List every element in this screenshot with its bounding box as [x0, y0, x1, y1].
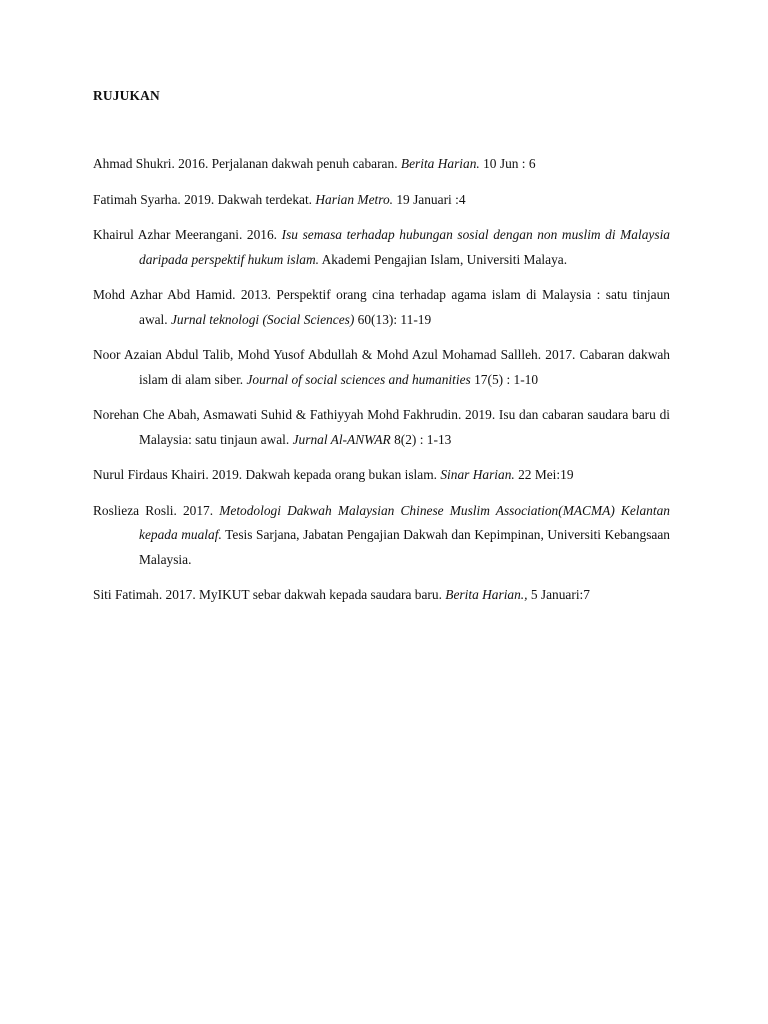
reference-item [93, 223, 670, 272]
reference-source: Jurnal teknologi (Social Sciences) [170, 311, 355, 327]
reference-details: 19 Januari :4 [393, 191, 466, 207]
reference-text: Norehan Che Abah, Asmawati Suhid & Fathiyyah Mohd Fakhrudin. 2019. Isu dan cabaran saudara baru di Malaysia: satu tinjaun awal. [93, 407, 670, 447]
reference-text: Noor Azaian Abdul Talib, Mohd Yusof Abdullah & Mohd Azul Mohamad Sallleh. 2017. Cabaran dakwah islam di alam siber. [93, 347, 670, 387]
reference-list [93, 152, 670, 619]
reference-item [93, 583, 670, 608]
reference-source: Isu semasa terhadap hubungan sosial dengan non muslim di Malaysia daripada perspektif hukum islam. [139, 227, 670, 267]
reference-text: Mohd Azhar Abd Hamid. 2013. Perspektif orang cina terhadap agama islam di Malaysia : satu tinjaun awal. [93, 287, 670, 327]
reference-source: Jurnal Al-ANWAR [292, 431, 391, 447]
reference-item [93, 188, 670, 213]
reference-details: 5 Januari:7 [527, 587, 590, 602]
reference-source: Metodologi Dakwah Malaysian Chinese Muslim Association(MACMA) Kelantan kepada mualaf. [139, 502, 670, 542]
reference-text: Siti Fatimah. 2017. MyIKUT sebar dakwah kepada saudara baru. [93, 587, 446, 602]
reference-text: Nurul Firdaus Khairi. 2019. Dakwah kepada orang bukan islam. [93, 467, 441, 482]
reference-details: 60(13): 11-19 [354, 311, 432, 327]
reference-source: Berita Harian., [445, 587, 528, 602]
reference-details: 17(5) : 1-10 [470, 371, 539, 387]
reference-source: Harian Metro. [315, 191, 393, 207]
reference-source: Berita Harian. [400, 156, 480, 171]
reference-details: 22 Mei:19 [514, 467, 574, 482]
reference-item [93, 403, 670, 452]
reference-text: Khairul Azhar Meerangani. 2016. [93, 227, 282, 242]
reference-source: Sinar Harian. [440, 467, 515, 482]
reference-details: 8(2) : 1-13 [390, 431, 452, 447]
reference-details: 10 Jun : 6 [479, 156, 536, 171]
reference-item [93, 283, 670, 332]
reference-item [93, 463, 670, 488]
reference-item [93, 152, 670, 177]
reference-details: Akademi Pengajian Islam, Universiti Malaya. [319, 251, 568, 267]
reference-text: Fatimah Syarha. 2019. Dakwah terdekat. [93, 191, 316, 207]
reference-item [93, 343, 670, 392]
reference-text: Ahmad Shukri. 2016. Perjalanan dakwah penuh cabaran. [93, 156, 401, 171]
reference-details: Tesis Sarjana, Jabatan Pengajian Dakwah dan Kepimpinan, Universiti Kebangsaan Malaysia. [139, 527, 670, 567]
reference-item [93, 499, 670, 573]
reference-source: Journal of social sciences and humanities [246, 371, 471, 387]
reference-text: Roslieza Rosli. 2017. [93, 502, 220, 518]
page-title: RUJUKAN [93, 88, 160, 103]
